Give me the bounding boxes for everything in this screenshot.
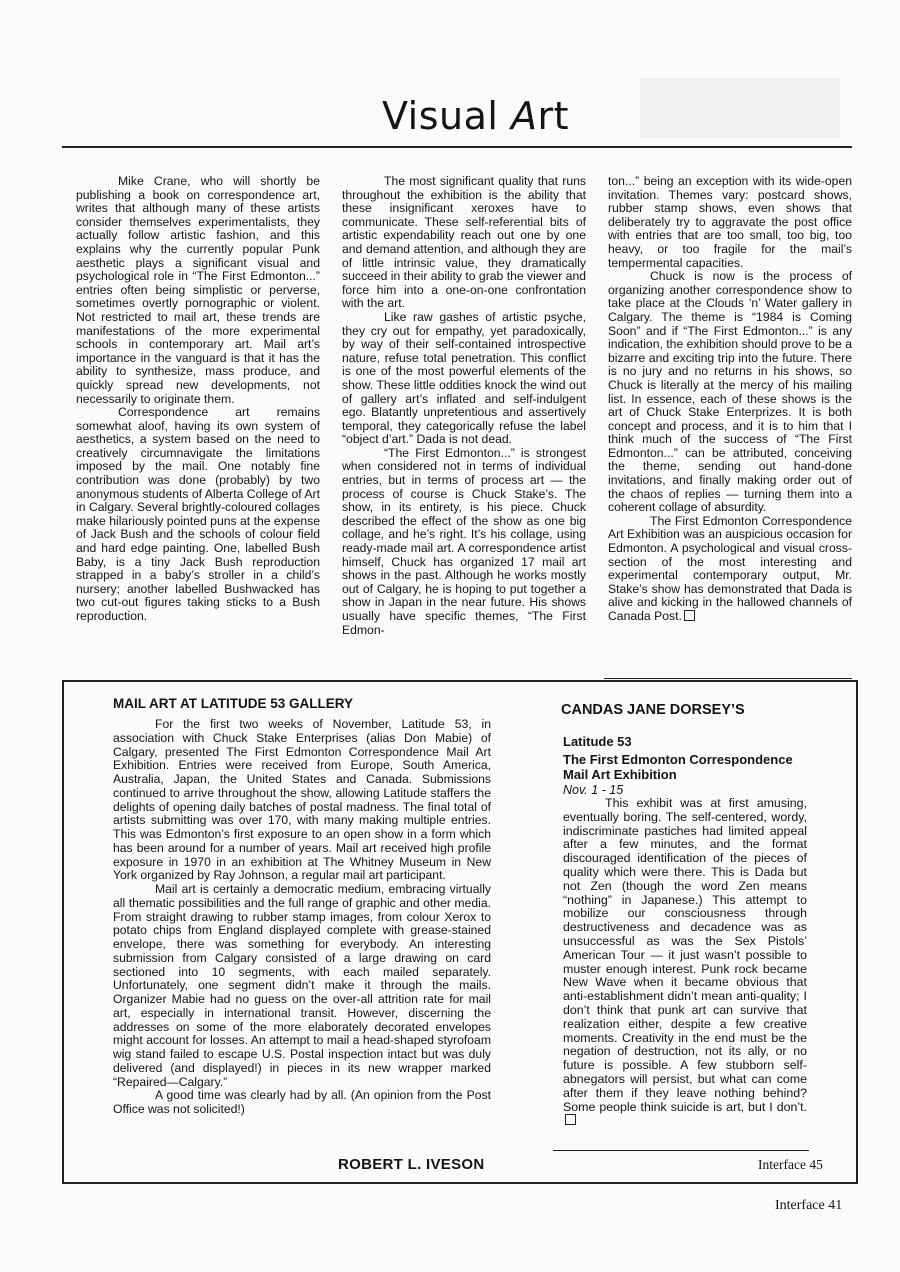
section-title: [382, 94, 569, 138]
header-rule: [62, 146, 852, 148]
mail-art-heading: MAIL ART AT LATITUDE 53 GALLERY: [113, 696, 353, 711]
venue-heading: Latitude 53: [563, 734, 632, 749]
article-paragraph: Like raw gashes of artistic psyche, they cry out for empathy, yet paradoxically, by way of their self-contained introspective nature, refuse total penetration. This conflict is one of the most powerful elements of the show. These little oddities knock the wind out of gallery art’s inflated and self-indulgent ego. Blatantly unpretentious and assertively temporal, they categorically refuse the label “object d’art.” Dada is not dead.: [342, 309, 586, 447]
article-paragraph: “The First Edmonton...” is strongest when considered not in terms of individual entries, but in terms of process art — the process of course is Chuck Stake’s. The show, in its entirety, is his piece. Chuck described the effect of the show as one big collage, and he’s right. It’s his collage, using ready-made mail art. A correspondence artist himself, Chuck has organized 17 mail art shows in the past. Although he works mostly out of Calgary, he is hoping to put together a show in Japan in the near future. His shows usually have specific themes, “The First Edmon-: [342, 445, 586, 637]
review-heading: CANDAS JANE DORSEY’S: [561, 702, 745, 718]
byline: ROBERT L. IVESON: [338, 1156, 485, 1173]
article-paragraph: Chuck is now is the process of organizing another correspondence show to take place at the Clouds ’n’ Water gallery in Calgary. The theme is “1984 is Coming Soon” and if “The First Edmonton...” is any indication, the exhibition should prove to be a bizarre and exciting trip into the future. There is no jury and no returns in his shows, so Chuck is literally at the mercy of his mailing list. In essence, each of these shows is the art of Chuck Stake Enterprizes. It is both concept and process, and it is to him that I think much of the success of “The First Edmonton...” can be attributed, conceiving the theme, sending out hand-done invitations, and finally making order out of the chaos of replies — turning them into a coherent collage of absurdity.: [608, 269, 852, 515]
closing-text: The First Edmonton Correspondence Art Exhibition was an auspicious occasion for Edmonton. A psychological and visual cross-section of the most interesting and experimental contemporary output, Mr. Stake’s show has demonstrated that Dada is alive and kicking in the hallowed channels of Canada Post.: [608, 513, 852, 623]
mail-art-paragraph: Mail art is certainly a democratic medium, embracing virtually all thematic possibilities and the full range of graphic and other media. From straight drawing to rubber stamp images, from colour Xerox to potato chips from England displayed complete with grease-stained envelope, there was something for everybody. An interesting submission from Calgary consisted of a large drawing on card sectioned into 10 segments, with each mailed separately. Unfortunately, one segment didn’t make it through the mails. Organizer Mabie had no guess on the over-all attrition rate for mail art, especially in international transit. However, discerning the addresses on some of the more elaborately decorated envelopes might account for losses. An attempt to mail a head-shaped styrofoam wig stand failed to escape U.S. Postal inspection intact but was duly delivered (and displayed!) in pieces in its new wrapper marked “Repaired—Calgary.”: [113, 882, 491, 1089]
article-paragraph: The most significant quality that runs throughout the exhibition is the ability that these insignificant xeroxes have to communicate. These self-referential bits of artistic expendability reach out one by one and demand attention, and although they are of little intrinsic value, they dramatically succeed in their ability to grab the viewer and force him into a one-on-one confrontation with the art.: [342, 174, 586, 311]
mail-art-paragraph: A good time was clearly had by all. (An opinion from the Post Office was not solicited!): [113, 1088, 491, 1116]
exhibit-heading: The First Edmonton Correspondence Mail Art Exhibition: [563, 752, 793, 782]
article-paragraph: Correspondence art remains somewhat aloof, having its own system of aesthetics, a system based on the need to creatively circumnavigate the limitations imposed by the mail. One notably fine contribution was done (probably) by two anonymous students of Alberta College of Art in Calgary. Several brightly-coloured collages make hilariously pointed puns at the expense of Jack Bush and the schools of colour field and hard edge painting. One, labelled Bush Baby, is a tiny Jack Bush reproduction strapped in a baby’s stroller in a child’s nursery; another labelled Bushwacked has two cut-out figures taking sticks to a Bush reproduction.: [76, 405, 320, 623]
mail-art-body: [113, 718, 491, 1117]
review-body: [563, 797, 807, 1128]
article-column-2: [342, 175, 586, 637]
mail-art-paragraph: For the first two weeks of November, Latitude 53, in association with Chuck Stake Enterprises (alias Don Mabie) of Calgary, presented The First Edmonton Correspondence Mail Art Exhibition. Entries were received from Europe, South America, Australia, Japan, the United States and Canada. Submissions continued to arrive throughout the show, allowing Latitude staffers the delights of opening daily batches of postal madness. The final total of artists submitting was over 170, with many making multiple entries. This was Edmonton’s first exposure to an open show in a form which has been around for a number of years. Mail art received high profile exposure in 1970 in an exhibition at The Whitney Museum in New York organized by Ray Johnson, a regular mail art participant.: [113, 717, 491, 883]
title-part: Visual: [382, 94, 512, 138]
article-paragraph: [608, 515, 852, 624]
article-end-rule: [604, 678, 852, 679]
article-column-3: [608, 175, 852, 624]
end-mark-icon: [684, 610, 695, 621]
title-italic-letter: A: [511, 94, 538, 138]
faded-background-mark: [640, 78, 840, 138]
review-paragraph: [563, 797, 807, 1128]
end-mark-icon: [565, 1114, 576, 1125]
review-rule: [553, 1150, 809, 1151]
review-folio: Interface 45: [758, 1157, 823, 1172]
article-paragraph: Mike Crane, who will shortly be publishing a book on correspondence art, writes that although many of these artists consider themselves experimentalists, they actually follow artistic fashion, and this explains why the currently popular Punk aesthetic plays a significant visual and psychological role in “The First Edmonton...” entries often being simplistic or perverse, sometimes overtly pornographic or violent. Not restricted to mail art, these trends are manifestations of the more experimental schools in contemporary art. Mail art’s importance in the vanguard is that it has the ability to synthesize, mass produce, and quickly spread new developments, not necessarily to originate them.: [76, 174, 320, 406]
page-folio: Interface 41: [775, 1198, 843, 1213]
exhibit-dates: Nov. 1 - 15: [563, 783, 624, 797]
article-paragraph: ton...” being an exception with its wide-open invitation. Themes vary: postcard shows, rubber stamp shows, even shows that deliberately try to aggravate the post office with entries that are too small, too big, too heavy, or too fragile for the mail’s tempermental capacities.: [608, 174, 852, 270]
review-text: This exhibit was at first amusing, eventually boring. The self-centered, wordy, indiscriminate pastiches had limited appeal after a few minutes, and the format discouraged identification of the pieces of quality which were there. This is Dada but not Zen (though the word Zen means “nothing” in Japanese.) This attempt to mobilize our consciousness through destructiveness and decadence was as unsuccessful as was the Sex Pistols’ American Tour — it just wasn’t possible to muster enough interest. Punk rock became New Wave when it became obvious that anti-establishment didn’t mean anti-quality; I don’t think that punk art can survive that realization either, despite a few creative moments. Creativity in the end must be the negation of destruction, not its ally, or no future is possible. A few stubborn self-abnegators will persist, but what can come after them if they leave nothing behind? Some people think suicide is art, but I don’t.: [563, 796, 807, 1114]
title-part: rt: [537, 94, 570, 138]
article-column-1: [76, 175, 320, 624]
